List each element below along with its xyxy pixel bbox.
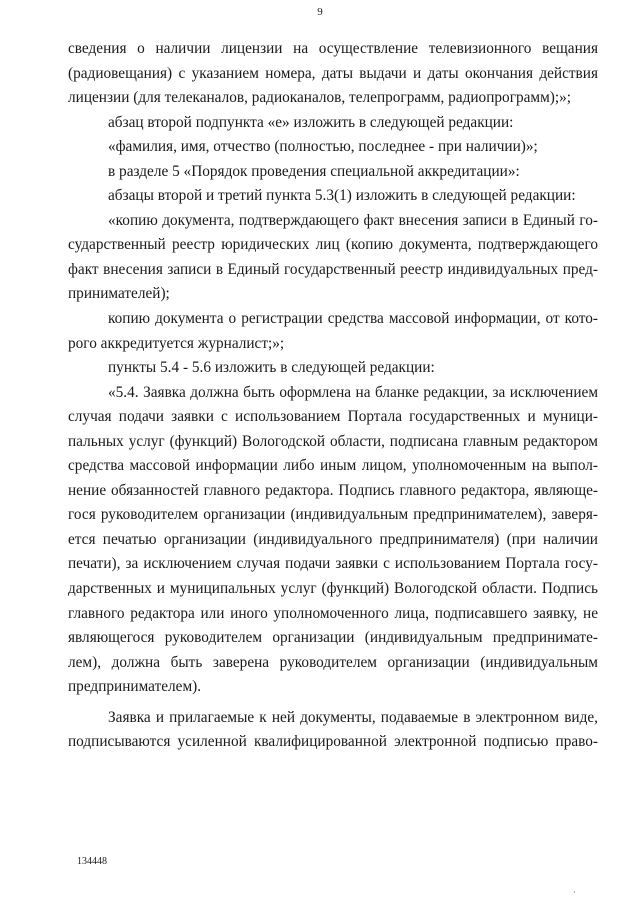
text-line: абзацы второй и третий пункта 5.3(1) изложить в следующей редакции: [108,187,576,205]
text-line: Заявка и прилагаемые к ней документы, подаваемые в электронном виде, [108,708,598,726]
text-line: рого аккредитуется журналист;»; [68,334,285,352]
page-number: 9 [317,6,323,18]
text-line: предпринимателем). [68,678,202,696]
text-line: дарственных и муниципальных услуг (функций) Вологодской области. Подпись [68,580,598,598]
text-line: ется печатью организации (индивидуального предпринимателя) (при наличии [68,530,598,548]
text-line: (радиовещания) с указанием номера, даты выдачи и даты окончания действия [68,64,598,82]
text-line: «5.4. Заявка должна быть оформлена на бланке редакции, за исключением [108,383,598,401]
document-code: 134448 [77,856,107,867]
text-line: главного редактора или иного уполномоченного лица, подписавшего заявку, не [68,604,598,622]
corner-mark: · [573,888,576,897]
text-line: подписываются усиленной квалифицированной электронной подписью право- [68,733,598,751]
text-line: случая подачи заявки с использованием Портала государственных и муници- [68,408,598,426]
text-line: «фамилия, имя, отчество (полностью, последнее - при наличии)»; [108,138,538,156]
text-line: лицензии (для телеканалов, радиоканалов, телепрограмм, радиопрограмм);»; [68,89,572,107]
text-line: пункты 5.4 - 5.6 изложить в следующей редакции: [108,359,435,377]
text-line: являющегося руководителем организации (индивидуальным предпринимате- [68,629,598,647]
text-line: факт внесения записи в Единый государственный реестр индивидуальных пред- [68,260,598,278]
text-line: сведения о наличии лицензии на осуществление телевизионного вещания [68,40,598,57]
document-body [68,37,598,755]
text-line: лем), должна быть заверена руководителем организации (индивидуальным [68,653,598,671]
text-line: средства массовой информации либо иным лицом, уполномоченным на выпол- [68,457,598,475]
text-line: копию документа о регистрации средства массовой информации, от кото- [108,310,598,328]
text-line: сударственный реестр юридических лиц (копию документа, подтверждающего [68,236,598,254]
text-line: пальных услуг (функций) Вологодской области, подписана главным редактором [68,432,598,450]
text-line: абзац второй подпункта «е» изложить в следующей редакции: [108,113,514,131]
text-line: гося руководителем организации (индивидуальным предпринимателем), заверя- [68,506,598,524]
text-line: нение обязанностей главного редактора. Подпись главного редактора, являюще- [68,481,598,499]
text-line: в разделе 5 «Порядок проведения специальной аккредитации»: [108,162,520,180]
text-line: печати), за исключением случая подачи заявки с использованием Портала госу- [68,555,598,573]
text-line: принимателей); [68,285,170,303]
text-line: «копию документа, подтверждающего факт внесения записи в Единый го- [108,211,598,229]
